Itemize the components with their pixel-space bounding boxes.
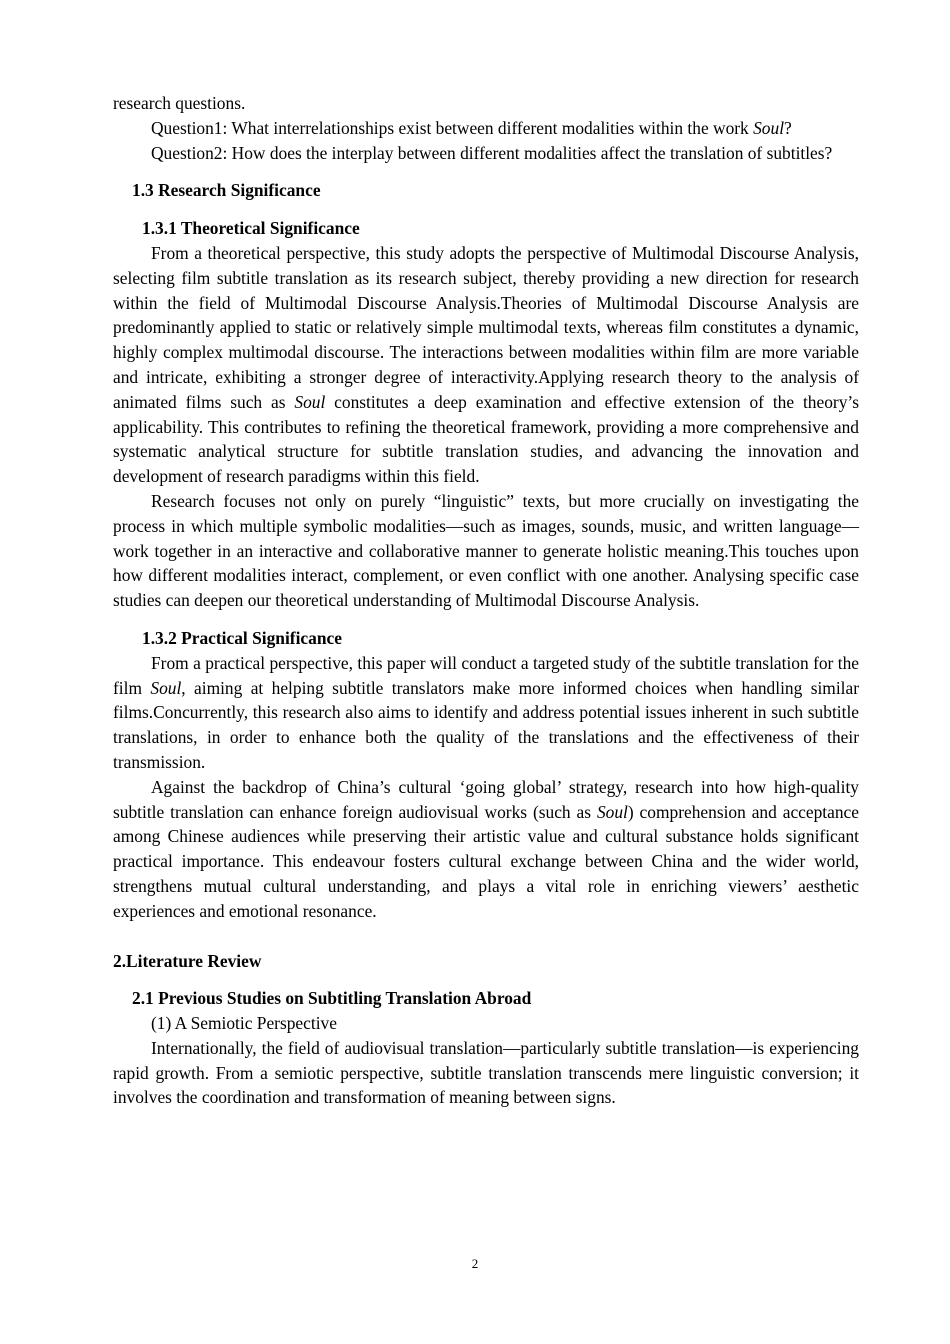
theoretical-1-end: constitutes a deep examination and effective extension of the theory’s applicability. This contributes to refining the theoretical framework, providing a more comprehensive and systematic analytical structure for subtitle translation studies, and advancing the innovation and development of research paradigms within this field. xyxy=(113,391,859,487)
practical-1-end: , aiming at helping subtitle translators make more informed choices when handling similar films.Concurrently, this research also aims to identify and address potential issues inherent in such subtitle translations, in order to enhance both the quality of the translations and the effectiveness of their transmission. xyxy=(113,677,859,772)
theoretical-1-work-title: Soul xyxy=(294,391,326,412)
question-1-end: ? xyxy=(784,117,792,138)
page-number: 2 xyxy=(471,1256,479,1271)
paragraph-practical-2 xyxy=(113,775,859,924)
question-1-work-title: Soul xyxy=(753,117,785,138)
question-1 xyxy=(113,116,859,141)
practical-1-work-title: Soul xyxy=(150,677,182,698)
practical-2-text: Against the backdrop of China’s cultural ‘going global’ strategy, research into how high-quality subtitle translation can enhance foreign audiovisual works (such as xyxy=(113,776,859,822)
heading-1-3: 1.3 Research Significance xyxy=(132,180,321,201)
theoretical-1-text: From a theoretical perspective, this study adopts the perspective of Multimodal Discourse Analysis, selecting film subtitle translation as its research subject, thereby providing a new direction for research within the field of Multimodal Discourse Analysis.Theories of Multimodal Discourse Analysis are predominantly applied to static or relatively simple multimodal texts, whereas film constitutes a dynamic, highly complex multimodal discourse. The interactions between modalities within film are more variable and intricate, exhibiting a stronger degree of interactivity.Applying research theory to the analysis of animated films such as xyxy=(113,242,859,412)
paragraph-research-questions-end: research questions. xyxy=(113,93,246,113)
practical-2-end: ) comprehension and acceptance among Chinese audiences while preserving their artistic value and cultural substance holds significant practical importance. This endeavour fosters cultural exchange between China and the wider world, strengthens mutual cultural understanding, and plays a vital role in enriching viewers’ aesthetic experiences and emotional resonance. xyxy=(113,801,859,921)
practical-1-text: From a practical perspective, this paper will conduct a targeted study of the subtitle translation for the film xyxy=(113,652,859,698)
heading-2-1: 2.1 Previous Studies on Subtitling Translation Abroad xyxy=(132,988,532,1009)
heading-1-3-2: 1.3.2 Practical Significance xyxy=(142,627,342,648)
paragraph-theoretical-1 xyxy=(113,241,859,489)
subheading-semiotic-perspective: (1) A Semiotic Perspective xyxy=(151,1013,337,1034)
heading-1-3-1: 1.3.1 Theoretical Significance xyxy=(142,218,360,239)
paragraph-theoretical-2: Research focuses not only on purely “linguistic” texts, but more crucially on investigating the process in which multiple symbolic modalities—such as images, sounds, music, and written language—work together in an interactive and collaborative manner to generate holistic meaning.This touches upon how different modalities interact, complement, or even conflict with one another. Analysing specific case studies can deepen our theoretical understanding of Multimodal Discourse Analysis. xyxy=(113,490,859,611)
question-1-text: Question1: What interrelationships exist between different modalities within the work xyxy=(151,117,754,138)
paragraph-practical-1 xyxy=(113,651,859,775)
heading-2: 2.Literature Review xyxy=(113,950,262,971)
question-2: Question2: How does the interplay between different modalities affect the translation of subtitles? xyxy=(151,142,833,163)
page-content xyxy=(113,91,859,1110)
paragraph-literature-1: Internationally, the field of audiovisual translation—particularly subtitle translation—is experiencing rapid growth. From a semiotic perspective, subtitle translation transcends mere linguistic conversion; it involves the coordination and transformation of meaning between signs. xyxy=(113,1037,859,1108)
practical-2-work-title: Soul xyxy=(596,801,628,822)
